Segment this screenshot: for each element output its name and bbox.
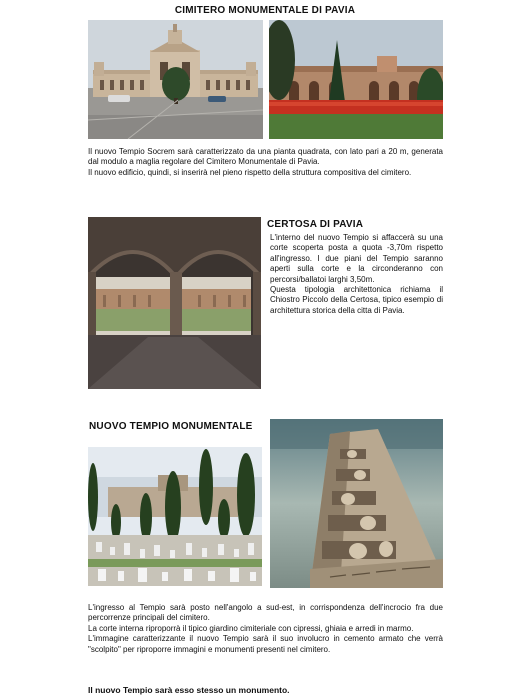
section3-paragraph-3: L'immagine caratterizzante il nuovo Tempio sarà il suo involucro in cemento armato che verrà "scolpito" per riproporre immagini e monumenti presenti nel cimitero. (88, 634, 443, 654)
section-title-certosa: CERTOSA DI PAVIA (267, 219, 364, 230)
section3-paragraph-2: La corte interna riproporrà il tipico giardino cimiteriale con cipressi, ghiaia e arredi in marmo. (88, 623, 414, 633)
section1-paragraph-1: Il nuovo Tempio Socrem sarà caratterizzato da una pianta quadrata, con lato pari a 20 m, generata dal modulo a maglia regolare del Cimitero Monumentale di Pavia. (88, 147, 443, 167)
photo-certosa-cloister (88, 217, 261, 389)
section-title-cimitero: CIMITERO MONUMENTALE DI PAVIA (174, 5, 356, 16)
section2-text (270, 233, 443, 316)
closing-statement: Il nuovo Tempio sarà esso stesso un monumento. (88, 685, 290, 695)
section3-paragraph-1: L'ingresso al Tempio sarà posto nell'angolo a sud-est, in corrispondenza dell'incrocio fra due percorrenze principali del cimitero. (88, 603, 443, 623)
photo-cimitero-facade (88, 20, 263, 139)
section2-paragraph-2: Questa tipologia architettonica richiama il Chiostro Piccolo della Certosa, tipico esempio di architettura storica della citta di Pavia. (270, 285, 443, 315)
section2-paragraph-1: L'interno del nuovo Tempio si affaccerà su una corte scoperta posta a quota -3,70m rispetto all'ingresso. I due piani del Tempio saranno aperti sulla corte e la circonderanno con percorsi/ballatoi larghi 3,50m. (270, 233, 443, 284)
photo-sculpted-tower (270, 419, 443, 588)
section1-paragraph-2: Il nuovo edificio, quindi, si inserirà nel pieno rispetto della struttura compositiva del cimitero. (88, 167, 412, 177)
photo-cimitero-garden (269, 20, 443, 139)
photo-cemetery-cypresses (88, 447, 262, 586)
section-title-nuovo-tempio: NUOVO TEMPIO MONUMENTALE (89, 421, 253, 432)
section3-text (88, 603, 443, 655)
section1-text (88, 147, 443, 178)
